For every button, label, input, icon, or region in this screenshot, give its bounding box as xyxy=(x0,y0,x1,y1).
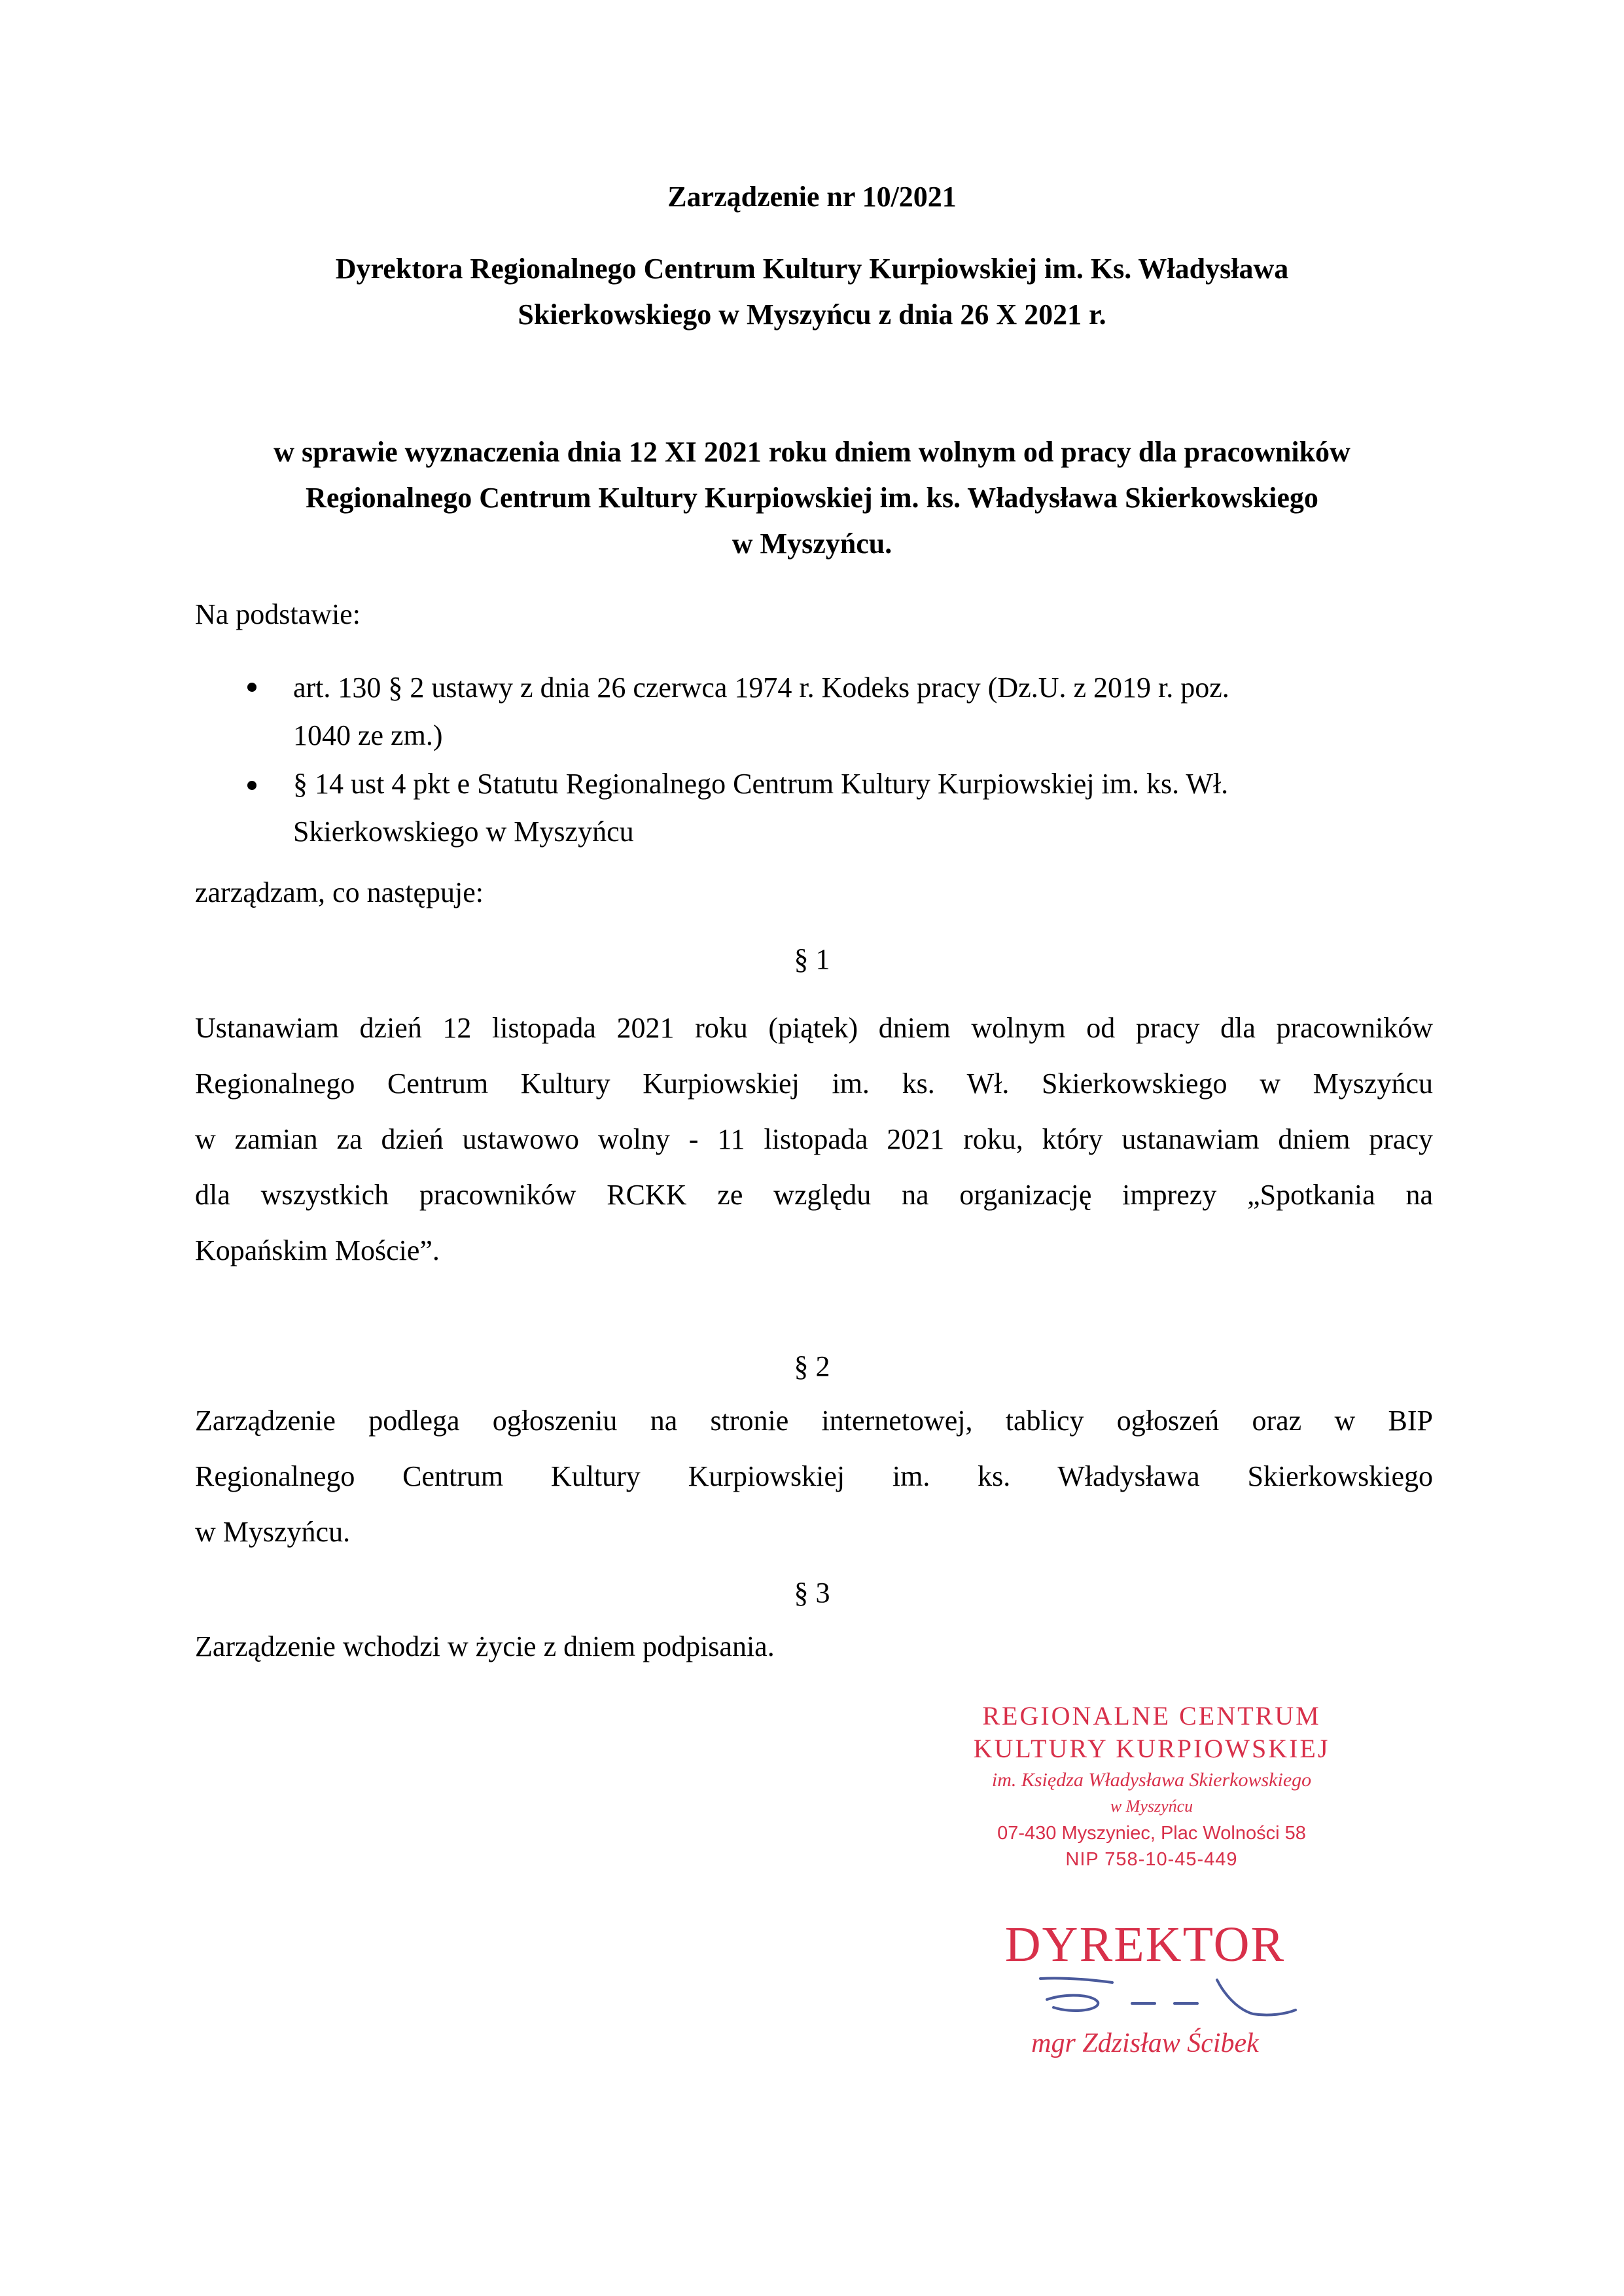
document-title: Zarządzenie nr 10/2021 xyxy=(667,181,957,213)
basis-item-1-line-2: 1040 ze zm.) xyxy=(293,719,443,751)
basis-item-1-line-1: art. 130 § 2 ustawy z dnia 26 czerwca 1974 r. Kodeks pracy (Dz.U. z 2019 r. poz. xyxy=(293,672,1229,704)
section-2-mark: § 2 xyxy=(794,1350,830,1382)
stamp-director-title: DYREKTOR xyxy=(1004,1917,1286,1972)
section-2-line-1: Zarządzenie podlega ogłoszeniu na stronie internetowej, tablicy ogłoszeń oraz w BIP xyxy=(195,1405,1433,1437)
stamp-institution-line-2: KULTURY KURPIOWSKIEJ xyxy=(973,1734,1330,1763)
basis-item-2-line-2: Skierkowskiego w Myszyńcu xyxy=(293,816,634,848)
handwritten-signature xyxy=(1021,1973,1309,2026)
stamp-director-name: mgr Zdzisław Ścibek xyxy=(1031,2028,1259,2058)
document-subtitle-line-1: Dyrektora Regionalnego Centrum Kultury Kurpiowskiej im. Ks. Władysława xyxy=(335,253,1289,285)
stamp-nip: NIP 758-10-45-449 xyxy=(1065,1849,1238,1870)
section-3-mark: § 3 xyxy=(794,1577,830,1609)
section-1-line-3: w zamian za dzień ustawowo wolny - 11 listopada 2021 roku, który ustanawiam dniem pracy xyxy=(195,1123,1433,1155)
subject-line-1: w sprawie wyznaczenia dnia 12 XI 2021 roku dniem wolnym od pracy dla pracowników xyxy=(274,436,1350,468)
stamp-address: 07-430 Myszyniec, Plac Wolności 58 xyxy=(997,1823,1306,1844)
section-1-line-2: Regionalnego Centrum Kultury Kurpiowskiej im. ks. Wł. Skierkowskiego w Myszyńcu xyxy=(195,1067,1433,1100)
section-1-line-5: Kopańskim Moście”. xyxy=(195,1234,440,1266)
section-3-line-1: Zarządzenie wchodzi w życie z dniem podpisania. xyxy=(195,1630,775,1662)
subject-line-3: w Myszyńcu. xyxy=(732,528,892,560)
stamp-institution-line-1: REGIONALNE CENTRUM xyxy=(982,1701,1321,1731)
document-subtitle-line-2: Skierkowskiego w Myszyńcu z dnia 26 X 2021 r. xyxy=(518,298,1106,331)
bullet-icon xyxy=(247,683,256,692)
section-1-mark: § 1 xyxy=(794,943,830,975)
bullet-icon xyxy=(247,781,256,790)
stamp-patron-line: im. Księdza Władysława Skierkowskiego xyxy=(991,1769,1312,1791)
section-1-line-1: Ustanawiam dzień 12 listopada 2021 roku (piątek) dniem wolnym od pracy dla pracowników xyxy=(195,1012,1433,1044)
subject-line-2: Regionalnego Centrum Kultury Kurpiowskiej im. ks. Władysława Skierkowskiego xyxy=(306,482,1318,514)
basis-item-2-line-1: § 14 ust 4 pkt e Statutu Regionalnego Centrum Kultury Kurpiowskiej im. ks. Wł. xyxy=(293,768,1229,800)
section-2-line-3: w Myszyńcu. xyxy=(195,1516,351,1548)
section-1-line-4: dla wszystkich pracowników RCKK ze względu na organizację imprezy „Spotkania na xyxy=(195,1179,1433,1211)
basis-label: Na podstawie: xyxy=(195,598,361,630)
stamp-town-line: w Myszyńcu xyxy=(1110,1797,1193,1816)
section-2-line-2: Regionalnego Centrum Kultury Kurpiowskiej im. ks. Władysława Skierkowskiego xyxy=(195,1460,1433,1492)
decree-statement: zarządzam, co następuje: xyxy=(195,876,484,908)
